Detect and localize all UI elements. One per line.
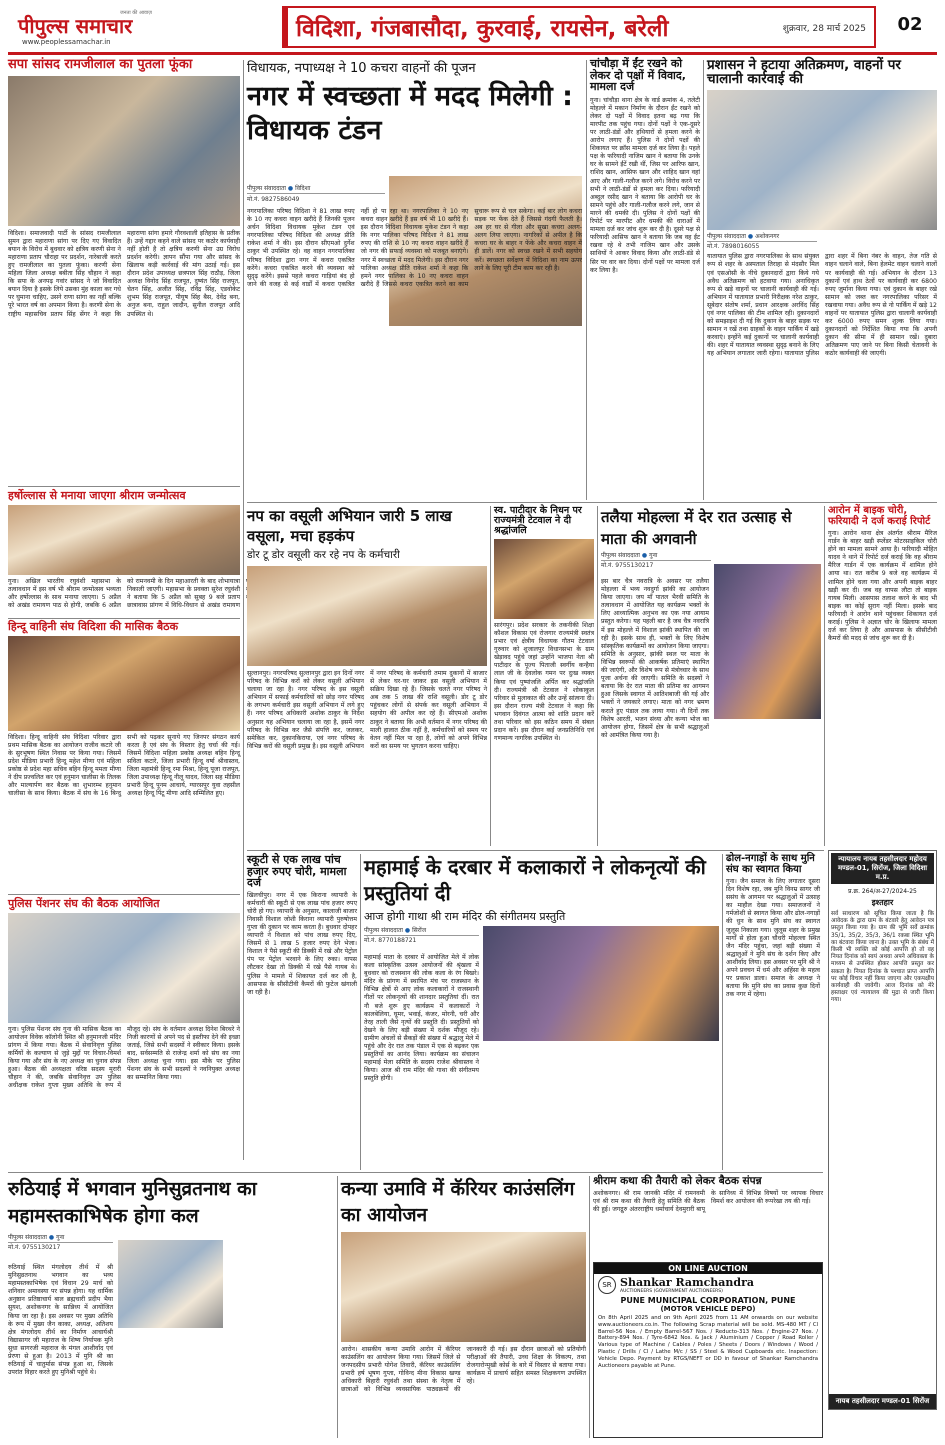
story-prashasan	[707, 58, 937, 498]
story-body: विदिशा। समाजवादी पार्टी के सांसद रामजीलाल सुमन द्वारा महाराणा सांगा पर दिए गए विवादित बयान के विरोध में बुधवार को क्षत्रिय करणी सेना ने महाराणा प्रताप चौराहा पर प्रदर्शन, नारेबाजी करते हुए रामजीलाल का पुतला फूंका। करणी सेना महिला जिला अध्यक्ष बबीता सिंह चौहान ने कहा कि सपा के अनपढ़ गवांर सांसद ने जो विवादित बयान दिया है इसके लिये उसका मुंह काला कर गधे पर घुमाना चाहिए, उसने राणा सांगा का नहीं बल्कि पूरे भारत वर्ष का अपमान किया है। करणी सेना के राष्ट्रीय महासचिव प्रताप सिंह सेंगर ने कहा कि महाराणा सांगा हमारे गौरवशाली इतिहास के प्रतीक हैं। उन्हें गद्दार कहने वाले सांसद पर कठोर कार्यवाही नहीं होती है तो क्षत्रिय करणी सेना उग्र विरोध प्रदर्शन करेगी। ज्ञापन सौंपा गया और सांसद के खिलाफ कड़ी कार्रवाई की मांग उठाई गई। इस दौरान प्रदेश उपाध्यक्ष छत्रपाल सिंह राठौड़, जिला अध्यक्ष विनोद सिंह राजपूत, दुष्यंत सिंह राजपूत, चेतन सिंह, अजीत सिंह, रविंद्र सिंह, एडवोकेट शुभम सिंह राजपूत, पीयूष सिंह बैस, देवेंद्र बना, अनुज बना, राहुल जादौन, सुनील राजपूत आदि उपस्थित थे।	[8, 229, 240, 318]
mobile: मो.नं. 9755130217	[601, 562, 654, 569]
mobile: मो.नं. 7898016055	[707, 243, 760, 251]
ad-top: ON LINE AUCTION	[594, 1263, 822, 1274]
notice-label: इश्तहार	[871, 898, 894, 907]
photo-protest	[8, 76, 240, 226]
story-kanya	[341, 1176, 586, 1438]
mobile: मो.नं. 8770188721	[364, 937, 417, 944]
ad-title: PUNE MUNICIPAL CORPORATION, PUNE	[620, 1296, 796, 1305]
story-police	[8, 898, 240, 1158]
story-body: खिलचीपुर। नगर में एक किराना व्यापारी के कर्मचारी की स्कूटी से एक लाख पांच हजार रुपए चोरी हो गए। व्यापारी के अनुसार, कालाजी बाजार निवासी विशाल जोशी किराना व्यापारी पुरुषोत्तम गुप्ता की दुकान पर काम करता है। बुधवार दोपहर व्यापारी ने विशाल को पांच लाख रुपए दिए, जिसमें से 1 लाख 5 हजार रुपए देने भेजा। विशाल ने पैसे स्कूटी की डिक्की में रखे और पेट्रोल पंप पर पेट्रोल भरवाने के लिए रुका। वापस लौटकर देखा तो डिक्की में रखे पैसे गायब थे। पुलिस ने मामले में शिकायत दर्ज कर ली है, आसपास के सीसीटीवी कैमरों की फुटेज खंगाली जा रही है।	[247, 891, 357, 996]
mobile: मो.नं. 9755130217	[8, 1244, 61, 1251]
headline: हिन्दू वाहिनी संघ विदिशा की मासिक बैठक	[8, 620, 179, 633]
story-skuti	[247, 854, 357, 1170]
byline-city: सिरोंज	[412, 927, 427, 934]
story-body: यातायात पुलिस द्वारा नगरपालिका के साथ संयुक्त रूप से शहर के अस्पताल तिराहा से मंदसौर मिल एवं एसओसी के नीचे दुकानदारों द्वारा किये गये अवैध अतिक्रमण को हटवाया गया। अनाधिकृत रूप से खड़े वाहनों पर चालानी कार्यवाही की गई। अभियान में यातायात प्रभारी निरीक्षक नरेश ठाकुर, सूबेदार संतोष शर्मा, प्रधान आरक्षक अरविंद सिंह एवं नगर पालिका की टीम शामिल रही। दुकानदारों को समझाइश दी गई कि दुकान के बाहर सड़क पर सामान न रखें तथा ग्राहकों के वाहन पार्किंग में खड़े करवाएं। इन्होंने कई दुकानों पर चालानी कार्यवाही की। शहर में यातायात व्यवस्था सुदृढ़ बनाने के लिए यह अभियान लगातार जारी रहेगा। यातायात पुलिस द्वारा शहर में बिना नंबर के वाहन, तेज गति से वाहन चलाने वाले, बिना हेलमेट वाहन चलाने वालों पर कार्यवाही की गई। अभियान के दौरान 13 दुकानों एवं हाथ ठेलों पर कार्यवाही कर 6800 रुपए जुर्माना किया गया। एवं दुकान के बाहर रखे सामान को जब्त कर नगरपालिका परिसर में रखवाया गया। अवैध रूप से नो पार्किंग में खड़े 12 वाहनों पर यातायात पुलिस द्वारा चालानी कार्यवाही कर 6000 रुपए समन शुल्क लिया गया। दुकानदारों को निर्देशित किया गया कि अपनी दुकान की सीमा में ही सामान रखें। दुबारा अतिक्रमण पाए जाने पर बिना किसी चेतावनी के कठोर कार्यवाही की जाएगी।	[707, 253, 937, 358]
photo-folk-dance	[483, 926, 719, 1041]
story-talaiya	[601, 506, 821, 846]
city-banner	[282, 6, 876, 48]
byline: पीपुल्स संवाददाता ● विदिशा	[247, 184, 385, 194]
headline: कन्या उमावि में कॅरियर काउंसलिंग का आयोजन	[341, 1178, 575, 1226]
logo-text: पीपुल्स समाचार	[18, 14, 133, 38]
headline: प्रशासन ने हटाया अतिक्रमण, वाहनों पर चालानी कार्रवाई की	[707, 57, 901, 88]
headline: ढोल-नगाड़ों के साथ मुनि संघ का स्वागत किया	[726, 853, 815, 875]
byline: पीपुल्स संवाददाता ● गुना	[8, 1233, 113, 1243]
story-chanchoda	[590, 58, 700, 498]
ad-company: Shankar Ramchandra	[620, 1276, 755, 1289]
story-body: गुना। जैन समाज के लिए लगातार दूसरा दिन विशेष रहा, जब मुनि विनम्र सागर जी ससंघ के आगमन पर श्रद्धालुओं में उत्साह का माहौल देखा गया। समाजजनों ने गर्मजोशी से स्वागत किया और ढोल-नगाड़ों की धुन के साथ मुनि संघ का स्वागत जुलूस निकाला गया। जुलूस शहर के प्रमुख मार्गों से होता हुआ चौधरी मोहल्ला स्थित जैन मंदिर पहुंचा, जहां बड़ी संख्या में श्रद्धालुओं ने मुनि संघ के दर्शन किए और आशीर्वाद लिया। इस अवसर पर मुनि श्री ने अपने प्रवचन में धर्म और अहिंसा के महत्व पर प्रकाश डाला। समाज के अध्यक्ष ने बताया कि मुनि संघ का प्रवास कुछ दिनों तक नगर में रहेगा।	[726, 878, 820, 999]
mobile: मो.नं. 9827586049	[247, 196, 300, 203]
headline: महामाई के दरबार में कलाकारों ने लोकनृत्यों की प्रस्तुतियां दी	[364, 855, 706, 905]
byline-text: पीपुल्स संवाददाता	[8, 1234, 47, 1241]
headline: तलैया मोहल्ला में देर रात उत्साह से माता की अगवानी	[601, 508, 792, 548]
story-sapa	[8, 58, 240, 483]
byline-city: गुना	[56, 1234, 65, 1241]
issue-date: शुक्रवार, 28 मार्च 2025	[782, 23, 866, 34]
story-body: गुना। अखिल भारतीय रघुवंशी महासभा के तत्वावधान में इस वर्ष भी श्रीराम जन्मोत्सव भव्यता और हर्षोल्लास के साथ मनाया जाएगा। 5 अप्रैल को अखंड रामायण पाठ से होगी, जबकि 6 अप्रैल को रामनवमी के दिन महाआरती के बाद शोभायात्रा निकाली जाएगी। महासभा के प्रवक्ता सुरेश रघुवंशी ने बताया कि 5 अप्रैल को सुबह 9 बजे प्रताप छात्रावास प्रांगण में विधि-विधान से अखंड रामायण	[8, 577, 240, 609]
byline: पीपुल्स संवाददाता ● अशोकनगर	[707, 232, 817, 242]
story-baik	[828, 506, 937, 846]
photo-meeting	[8, 505, 240, 575]
notice-title: न्यायालय नायब तहसीलदार महोदय मण्डल-01, सिरोंज, जिला विदिशा म.प्र.	[831, 853, 934, 884]
story-body-cont	[483, 1046, 719, 1166]
photo-hindu-meeting	[8, 636, 240, 731]
byline: पीपुल्स संवाददाता ● गुना	[601, 551, 711, 561]
photo-goddess	[714, 564, 821, 719]
notice-body: सर्व साधारण को सूचित किया जाता है कि आवेदक के द्वारा ग्राम के बंटवारे हेतु आवेदन पत्र प्रस्तुत किया गया है। ग्राम की भूमि सर्वे क्रमांक 35/1, 35/2, 35/3, 36/1 रकबा स्थित भूमि का बंटवारा किया जाना है। उक्त भूमि के संबंध में किसी भी व्यक्ति को कोई आपत्ति हो तो वह नियत दिनांक को स्वयं अथवा अपने अधिवक्ता के माध्यम से उपस्थित होकर आपत्ति प्रस्तुत कर सकता है। नियत दिनांक के पश्चात प्राप्त आपत्ति पर कोई विचार नहीं किया जाएगा और एकपक्षीय कार्यवाही की जावेगी। आज दिनांक को मेरे हस्ताक्षर एवं न्यायालय की मुद्रा से जारी किया गया।	[831, 911, 934, 1004]
headline: चांचौड़ा में ईंट रखने को लेकर दो पक्षों में विवाद, मामला दर्ज	[590, 57, 686, 94]
photo-counselling	[341, 1232, 586, 1342]
byline-city: गुना	[649, 552, 658, 559]
story-body: रुठियाई स्थित मंगलोदय तीर्थ में श्री मुनिसुव्रतनाथ भगवान का भव्य महामस्तकाभिषेक एवं विधान 29 मार्च को शनिवार अमावस्या पर संपन्न होगा। यह धार्मिक अनुष्ठान प्रतिष्ठाचार्य बाल ब्रह्मचारी प्रदीप भैया सुयश, अशोकनगर के सान्निध्य में आयोजित किया जा रहा है। इस अवसर पर मुख्य अतिथि के रूप में मुख्य जैन काका, अध्यक्ष, अतिशय क्षेत्र मंगलोदय तीर्थ का निर्माण आचार्यश्री विद्यासागर जी महाराज के शिष्य निर्यापक मुनि सुधा सागरजी महाराज के मंगल आशीर्वाद एवं प्रेरणा से हुआ है। 2013 में मुनि श्री का रुठियाई में चातुर्मास संपन्न हुआ था, जिसके उपरांत विहार करते हुए मुनिश्री पहुंचे थे।	[8, 1264, 113, 1377]
story-body: महामाई माता के दरबार में आयोजित मेले में लोक कला सांस्कृतिक उत्सव आयोजनों की श्रृंखला में बुधवार को राजस्थान की लोक कला के रंग बिखरे। मंदिर के प्रांगण में स्थापित मंच पर राजस्थान के विभिन्न क्षेत्रों से आए लोक कलाकारों ने राजस्थानी गीतों पर लोकनृत्यों की शानदार प्रस्तुतियां दीं। रात नौ बजे शुरू हुए कार्यक्रम में कलाकारों ने कालबेलिया, घूमर, भवाई, कंजर, मोरनी, चरी और तेरह ताली जैसे नृत्यों की प्रस्तुति दी। प्रस्तुतियों को देखने के लिए बड़ी संख्या में दर्शक मौजूद रहे। ग्रामीण अंचलों से सैकड़ों की संख्या में श्रद्धालु मेले में पहुंचे और देर रात तक पंडाल में एक से बढ़कर एक प्रस्तुतियों का आनंद लिया। कार्यक्रम का संचालन महामाई मेला समिति के सदस्य राजेश श्रीवास्तव ने किया। आज श्री राम मंदिर की गाथा की संगीतमय प्रस्तुति होगी।	[364, 954, 479, 1083]
story-nagar	[247, 58, 582, 498]
legal-notice	[828, 850, 937, 1410]
byline-text: पीपुल्स संवाददाता	[601, 552, 640, 559]
notice-case: प्र.क्र. 264/अ-27/2024-25	[848, 888, 917, 895]
notice-footer: नायब तहसीलदार मण्डल-01 सिरोंज	[829, 1394, 936, 1409]
subhead: आज होगी गाथा श्री राम मंदिर की संगीतमय प्रस्तुति	[364, 910, 566, 923]
page-number: 02	[897, 14, 923, 35]
ad-body: On 8th April 2025 and on 9th April 2025 from 11 AM onwards on our website www.auctioneers.co.in. The following Scrap material will be sold. MS-480 MT / Cl Barrel-56 Nos. / Empty Barrel-567 Nos. / Reducto-313 Nos. / Engine-27 Nos. / Battery-894 Nos. / Tyre-6842 Nos. & Jack / Aluminium / Copper / Road Roller / Various type of Machine / Cables / Poles / Sheets / Doors / Windows / Wood / Plastic / Drills / Cl / Lathe M/c / SS / Steel & Wood Cupboards etc. Inspection: Vehicle Depo. Payment by RTGS/NEFT or DD in favour of Shankar Ramchandra Auctioneers payable at Pune.	[598, 1315, 818, 1369]
headline: नगर में स्वच्छता में मदद मिलेगी : विधायक टंडन	[247, 81, 573, 146]
byline-text: पीपुल्स संवाददाता	[247, 185, 286, 192]
headline: स्व. पाटीदार के निधन पर राज्यमंत्री टेटवाल ने दी श्रद्धांजलि	[494, 505, 582, 536]
story-body: विदिशा। हिन्दू वाहिनी संघ विदिशा परिवार द्वारा प्रथम मासिक बैठक का आयोजन राजीव कटारे जी के सुरभूषण स्थित निवास पर किया गया। जिसमें प्रदेश मीडिया प्रभारी हिन्दू महेश मीणा एवं महिला प्रकोष्ठ से प्रदेश महा सचिव बहिन हिन्दू ममता मीणा ने दीप प्रज्वलित कर एवं हनुमान चालीसा के तिलक और माल्यार्पण कर बैठक का शुभारम्भ हनुमान चालीसा के साथ किया। बैठक में संघ के 16 बिन्दु सभी को पढ़कर सुनाये गए जिनपर संगठन कार्य करता है एवं संघ के विस्तार हेतु चर्चा की गई। जिसमें विदिशा महिला प्रकोष्ठ अध्यक्ष बहिन हिन्दू सविता कटारे, जिला प्रभारी हिन्दू वर्षा श्रीवास्तव, जिला महामंत्री हिन्दू रमा मिश्रा, हिन्दू पूजा राजपूत, जिला उपाध्यक्ष हिन्दू नीलू यादव, जिला सह मीडिया प्रभारी हिन्दू पूनम आचार्य, ग्यारसपुर युवा तहसील अध्यक्ष हिन्दू पिंटू मीणा आदि सम्मिलित हुए।	[8, 733, 240, 798]
byline-city: अशोकनगर	[755, 233, 780, 241]
story-body: सुल्तानपुर। नगरपरिषद सुल्तानपुर द्वारा इन दिनों नगर परिषद के विभिन्न करों को लेकर वसूली अभियान चलाया जा रहा है। नगर परिषद के इस वसूली अभियान में सफाई कर्मचारियों को छोड़ नगर परिषद के लगभग कर्मचारी इस वसूली अभियान में लगे हुए हैं। नगर परिषद अधिकारी अशोक ठाकुर के निर्देश अनुसार यह अभियान चलाया जा रहा है, इसमें नगर परिषद के विभिन्न कर जैसे संपत्ति कर, जलकर, समेकित कर, दुकानकिराया, एवं नगर परिषद के विभिन्न करों की वसूली प्रमुख है। इस वसूली अभियान में नगर परिषद के कर्मचारी तमाम दुकानों में बाजार से लेकर घर-घर जाकर इस वसूली अभियान में सक्रिय दिखा रहे हैं। जिसके चलते नगर परिषद ने अब तक 5 लाख की राशि वसूली। डोर टू डोर पहुंचकर लोगों से संपर्क कर वसूली अभियान में सहयोग की अपील कर रहे हैं। सीएमओ अशोक ठाकुर ने बताया कि अभी वर्तमान में नगर परिषद की माली हालात ठीक नहीं है, कर्मचारियों को समय पर वेतन नहीं मिल पा रहा है, लोगों को अपने विभिन्न करों का समय पर भुगतान करना चाहिए।	[247, 670, 487, 750]
byline-text: पीपुल्स संवाददाता	[364, 927, 403, 934]
photo-tribute	[494, 539, 594, 619]
masthead	[0, 0, 945, 56]
logo-tagline: जनता की आवाज़	[120, 10, 152, 16]
website[interactable]: www.peoplessamachar.in	[22, 38, 111, 46]
story-body: अशोकनगर। श्री राम जानकी मंदिर में रामनवमी एवं श्री राम कथा की तैयारी हेतु समिति की बैठक की हुई। जगद्गुरु अंतरराष्ट्रीय धर्माचार्य देवमुरारी बापू के सानिध्य में विभिन्न विषयों पर व्यापक विचार विमर्श कर आयोजन की रूपरेखा तय की गई।	[593, 1190, 823, 1214]
story-mahamai	[364, 854, 719, 1170]
headline: स्कूटी से एक लाख पांच हजार रुपए चोरी, मामला दर्ज	[247, 853, 347, 890]
byline-text: पीपुल्स संवाददाता	[707, 233, 746, 241]
story-body: गुना। चांचौड़ा थाना क्षेत्र के वार्ड क्रमांक 4, तलेटी मोहल्ले में मकान निर्माण के दौरान ईंट रखने को लेकर दो पक्षों में विवाद इतना बढ़ गया कि मारपीट तक पहुंच गया। दोनों पक्षों ने एक-दूसरे पर लाठी-डंडों और हथियारों से हमला करने के आरोप लगाए हैं। पुलिस ने दोनों पक्षों की शिकायत पर क्रॉस मामला दर्ज कर लिया है। पहले पक्ष के फरियादी नाजिम खान ने बताया कि उनके घर के सामने ईंटें रखी थीं, जिस पर आरिफ खान, राशिद खान, आसिफ खान और शाहिद खान वहां आए और गाली-गलौज करने लगे। विरोध करने पर सभी ने लाठी-डंडों से हमला कर दिया। फरियादी अब्दुल रसीद खान ने बताया कि आरोपी घर के सामने पहुंचे और गाली-गलौज करने लगे, जान से मारने की धमकी दी। पुलिस ने दोनों पक्षों की रिपोर्ट पर मारपीट और धमकी की धाराओं में मामला दर्ज कर जांच शुरू कर दी है। दूसरे पक्ष से फरियादी आसिफ खान ने बताया कि जब वह ईंट रखवा रहे थे तभी नाजिम खान और उसके साथियों ने आकर विवाद किया और लाठी-डंडे से सिर पर वार कर दिया। दोनों पक्षों पर मामला दर्ज कर लिया है।	[590, 96, 700, 274]
story-body: गुना। पुलिस पेंशनर संघ गुना की मासिक बैठक का आयोजन विवेक कॉलोनी स्थित श्री हनुमानजी मंदिर प्रांगण में किया गया। बैठक में सेवानिवृत्त पुलिस कर्मियों के कल्याण से जुड़े मुद्दों पर विचार-विमर्श किया गया और संघ के नए अध्यक्ष का चुनाव संपन्न हुआ। बैठक की अध्यक्षता वरिष्ठ सदस्य मुरारी चौहान ने की, जबकि सेवानिवृत्त उप पुलिस अधीक्षक राकेश गुप्ता मुख्य अतिथि के रूप में मौजूद रहे। संघ के वर्तमान अध्यक्ष दिनेश बिरथरे ने निजी कारणों से अपने पद से इस्तीफा देने की इच्छा जताई, जिसे सभी सदस्यों ने स्वीकार किया। इसके बाद, सर्वसम्मति से राजेन्द्र शर्मा को संघ का नया जिला अध्यक्ष चुना गया। इस मौके पर पुलिस पेंशनर संघ के सभी सदस्यों ने नवनियुक्त अध्यक्ष का सम्मानित किया गया।	[8, 1025, 240, 1090]
ad-logo-icon: SR	[598, 1276, 616, 1294]
story-dhol	[726, 854, 820, 1170]
story-patidar	[494, 506, 594, 846]
headline: सपा सांसद रामजीलाल का पुतला फूंका	[8, 57, 193, 72]
headline: रुठियाई में भगवान मुनिसुव्रतनाथ का महामस्तकाभिषेक होगा कल	[8, 1178, 257, 1227]
story-ruthi	[8, 1176, 334, 1438]
headline: नप का वसूली अभियान जारी 5 लाख वसूला, मचा हड़कंप	[247, 507, 452, 545]
byline-city: विदिशा	[295, 185, 311, 192]
photo-collection	[247, 566, 487, 666]
headline: हर्षोल्लास से मनाया जाएगा श्रीराम जन्मोत्सव	[8, 489, 186, 502]
story-napa	[247, 506, 487, 846]
byline: पीपुल्स संवाददाता ● सिरोंज	[364, 926, 479, 936]
story-body: गुना। आरोन थाना क्षेत्र अंतर्गत श्रीराम मैरिज गार्डन के बाहर खड़ी स्प्लेंडर मोटरसाइकिल चोरी होने का मामला सामने आया है। फरियादी मोहित यादव ने थाने में रिपोर्ट दर्ज कराई कि वह श्रीराम मैरिज गार्डन में एक कार्यक्रम में शामिल होने आया था। रात करीब 9 बजे वह कार्यक्रम में शामिल होने चला गया और अपनी बाइक बाहर खड़ी कर दी। जब वह वापस लौटा तो बाइक गायब मिली। आसपास तलाश करने के बाद भी बाइक का कोई सुराग नहीं मिला। इसके बाद फरियादी ने आरोन थाने पहुंचकर शिकायत दर्ज कराई। पुलिस ने अज्ञात चोर के खिलाफ मामला दर्ज कर लिया है और आसपास के सीसीटीवी कैमरों की मदद से जांच शुरू कर दी है।	[828, 530, 937, 643]
headline: आरोन में बाइक चोरी, फरियादी ने दर्ज कराई रिपोर्ट	[828, 505, 931, 527]
photo-temple	[118, 1240, 223, 1328]
auction-ad	[593, 1262, 823, 1438]
story-hindu	[8, 621, 240, 891]
photo-pensioners	[8, 913, 240, 1023]
logo	[18, 12, 132, 39]
story-harsho	[8, 490, 240, 615]
kicker: विधायक, नपाध्यक्ष ने 10 कचरा वाहनों की पूजन	[247, 61, 476, 76]
ad-subtitle: (MOTOR VEHICLE DEPO)	[660, 1305, 756, 1313]
headline: श्रीराम कथा की तैयारी को लेकर बैठक संपन्न	[593, 1175, 762, 1187]
story-body: आरोन। शासकीय कन्या उमावि आरोन में कॅरियर काउंसलिंग का आयोजन किया गया। जिसमें जिले से जनपदसीय प्रभारी योगेश तिवारी, कॅरियर काउंसलिंग प्रभारी हर्ष भूषण गुप्ता, गोविन्द मीना विकास खण्ड अधिकारी बिहारी रघुवंशी तथा संस्था के नेतृत्व में छात्राओं को विभिन्न व्यवसायिक पाठ्यक्रमों की जानकारी दी गई। इस दौरान छात्राओं को प्रतियोगी परीक्षाओं की तैयारी, उच्च शिक्षा के विकल्प, तथा रोजगारोन्मुखी कोर्स के बारे में विस्तार से बताया गया। कार्यक्रम में प्राचार्य सहित समस्त शिक्षकगण उपस्थित रहे।	[341, 1346, 586, 1394]
headline: पुलिस पेंशनर संघ की बैठक आयोजित	[8, 897, 160, 910]
city-list: विदिशा, गंजबासौदा, कुरवाई, रायसेन, बरेली	[296, 16, 669, 42]
story-shriram	[593, 1176, 823, 1258]
story-body: सारंगपुर। प्रदेश सरकार के तकनीकी शिक्षा कौशल विकास एवं रोजगार राज्यमंत्री स्वतंत्र प्रभार एवं क्षेत्रीय विधायक गौतम टेटवाल गुरुवार को शुजालपुर विधानसभा के ग्राम खेड़ावद पहुंचे जहां उन्होंने भाजपा नेता श्री पाटीदार के पूज्य पिताजी स्वर्गीय कन्हैया लाल जी के देवलोक गमन पर दुःख व्यक्त किया एवं पुष्पांजलि अर्पित कर श्रद्धांजलि दी। राज्यमंत्री श्री टेटवाल ने शोकाकुल परिवार से मुलाकात की और उन्हें सांत्वना दी। इस दौरान राज्य मंत्री टेटवाल ने कहा कि भगवान दिवंगत आत्मा को शांति प्रदान करें तथा परिवार को इस कठिन समय में संबल प्रदान करें। इस दौरान कई जनप्रतिनिधि एवं गणमान्य नागरिक उपस्थित थे।	[494, 621, 594, 743]
ad-company-sub: AUCTIONEERS (GOVERNMENT AUCTIONEERS)	[620, 1289, 723, 1294]
photo-encroachment	[707, 90, 937, 230]
story-body: नगरपालिका परिषद विदिशा ने 81 लाख रुपए के 10 नए कचरा वाहन खरीदे हैं जिनकी पूजन अर्चन विदिशा विधायक मुकेश टंडन एवं नगरपालिका परिषद विदिशा की अध्यक्ष प्रीति राकेश शर्मा ने की। इस दौरान सीएमओ दुर्गेश ठाकुर भी उपस्थित रहे। वह वाहन नगरपालिका परिषद विदिशा द्वारा नगर में कचरा एकत्रित करेंगे। कचरा एकत्रित करने की व्यवस्था को सुदृढ़ करेंगे। इससे पहले कचरा गाड़ियां बंद हो जाने की वजह से कई वार्डों में कचरा एकत्रित नहीं हो पा रहा था। नगरपालिका ने 10 नए कचरा वाहन खरीदे हैं इस वर्ष भी 10 खरीदे हैं। इस दौरान विदिशा विधायक मुकेश टंडन ने कहा कि नगर पालिका परिषद विदिशा ने 81 लाख रुपए की राशि से 10 नए कचरा वाहन खरीदे हैं जो नगर की सफाई व्यवस्था को मजबूत बनाएंगे। नगर में स्वच्छता में मदद मिलेगी। इस दौरान नगर पालिका अध्यक्ष प्रीति राकेश शर्मा ने कहा कि हमने नगर पालिका के 10 नए कचरा वाहन खरीदे हैं जिससे कचरा एकत्रित करने का काम सुचारू रूप से चल सकेगा। कई बार लोग कचरा सड़क पर फेंक देते हैं जिससे गंदगी फैलती है। अब हर घर से गीला और सूखा कचरा अलग-अलग लिया जाएगा। नागरिकों से अपील है कि कचरा घर के बाहर न फेंके और कचरा वाहन में ही डालें। नगर को स्वच्छ रखने में सभी सहयोग करें। स्वच्छता सर्वेक्षण में विदिशा का नाम ऊपर लाने के लिए पूरी टीम काम कर रही है।	[247, 208, 582, 288]
subhead: डोर टू डोर वसूली कर रहे नप के कर्मचारी	[247, 549, 400, 561]
story-body: इस बार चैत्र नवरात्रि के अवसर पर तलैया मोहल्ला में भव्य नवदुर्गा झांकी का आयोजन किया जाएगा। जय माँ पातल भैरवी समिति के तत्वावधान में आयोजित यह कार्यक्रम भक्तों के लिए आध्यात्मिक अनुभव का एक नया आयाम प्रस्तुत करेगा। यह पहली बार है जब चैत्र नवरात्रि में इस मोहल्ले में विशाल झांकी स्थापित की जा रही है। इसके साथ ही, भक्तों के लिए विशेष सांस्कृतिक कार्यक्रमों का आयोजन किया जाएगा। समिति के अनुसार, झांकी स्थल पर माता के विभिन्न स्वरूपों की आकर्षक प्रतिमाएं स्थापित की जाएंगी, और विशेष रूप से मंत्रोच्चार के साथ पूजा अर्चना की जाएगी। समिति के सदस्यों ने बताया कि देर रात माता की प्रतिमा का आगमन हुआ जिसके स्वागत में आतिशबाजी की गई और भक्तों ने जयकारे लगाए। माता को नगर भ्रमण कराते हुए पंडाल तक लाया गया। नौ दिनों तक विशेष आरती, भजन संध्या और कन्या भोज का आयोजन होगा, जिसमें क्षेत्र के सभी श्रद्धालुओं को आमंत्रित किया गया है।	[601, 578, 709, 739]
